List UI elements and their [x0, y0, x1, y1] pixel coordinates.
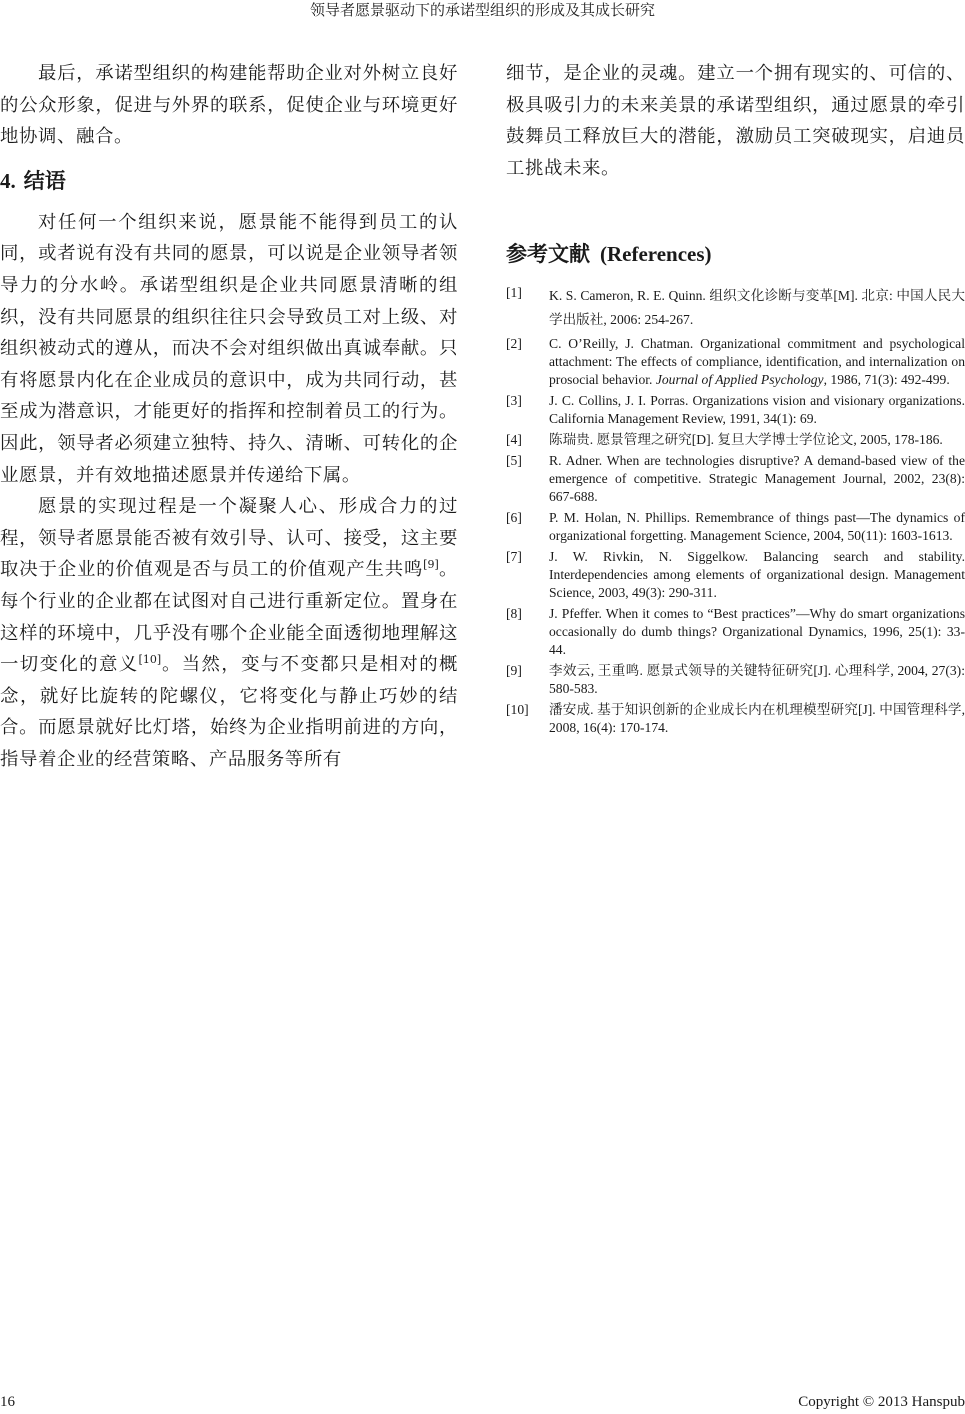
- left-column: [0, 58, 458, 775]
- reference-number: [9]: [506, 663, 522, 679]
- journal-name: Journal of Applied Psychology: [655, 372, 824, 388]
- reference-number: [7]: [506, 549, 522, 565]
- section-title: 结语: [23, 168, 66, 193]
- reference-item: [506, 605, 965, 659]
- reference-text: 李效云, 王重鸣. 愿景式领导的关键特征研究[J]. 心理科学, 2004, 27(3): 580-583.: [549, 663, 965, 697]
- references-heading-en: (References): [600, 242, 712, 267]
- reference-number: [1]: [506, 285, 522, 301]
- reference-list: [506, 284, 965, 737]
- reference-item: [506, 335, 965, 389]
- reference-details: , 1986, 71(3): 492-499.: [823, 372, 950, 388]
- reference-item: [506, 701, 965, 737]
- reference-item: [506, 431, 965, 449]
- reference-text: P. M. Holan, N. Phillips. Remembrance of things past—The dynamics of organizational forgetting. Management Science, 2004, 50(11): 1603-1613.: [549, 510, 965, 544]
- reference-item: [506, 452, 965, 506]
- reference-text: J. C. Collins, J. I. Porras. Organizations vision and visionary organizations. California Management Review, 1991, 34(1): 69.: [549, 393, 965, 427]
- reference-text: J. Pfeffer. When it comes to “Best practices”—Why do smart organizations occasionally do dumb things? Organizational Dynamics, 1996, 25(1): 33-44.: [549, 606, 965, 658]
- citation-link[interactable]: [9]: [423, 558, 439, 572]
- paragraph-text: 愿景的实现过程是一个凝聚人心、形成合力的过程，领导者愿景能否被有效引导、认可、接受，这主要取决于企业的价值观是否与员工的价值观产生共鸣: [0, 496, 458, 581]
- page-number: 16: [0, 1394, 15, 1410]
- reference-item: [506, 662, 965, 698]
- running-header: 领导者愿景驱动下的承诺型组织的形成及其成长研究: [309, 1, 655, 19]
- reference-number: [8]: [506, 606, 522, 622]
- reference-item: [506, 284, 965, 332]
- section-heading: [0, 165, 458, 197]
- body-paragraph: 对任何一个组织来说，愿景能不能得到员工的认同，或者说有没有共同的愿景，可以说是企业领导者领导力的分水岭。承诺型组织是企业共同愿景清晰的组织，没有共同愿景的组织往往只会导致员工对上级、对组织被动式的遵从，而决不会对组织做出真诚奉献。只有将愿景内化在企业成员的意识中，成为共同行动，甚至成为潜意识，才能更好的指挥和控制着员工的行为。因此，领导者必须建立独特、持久、清晰、可转化的企业愿景，并有效地描述愿景并传递给下属。: [0, 211, 458, 486]
- paragraph-text: 。当然，变与不变都只是相对的概念，就好比旋转的陀螺仪，它将变化与静止巧妙的结合。而愿景就好比灯塔，始终为企业指明前进的方向，指导着企业的经营策略、产品服务等所有: [0, 654, 458, 770]
- reference-item: [506, 548, 965, 602]
- right-column: [506, 58, 965, 740]
- reference-number: [3]: [506, 393, 522, 409]
- references-heading-zh: 参考文献: [506, 242, 590, 267]
- reference-text: J. W. Rivkin, N. Siggelkow. Balancing search and stability. Interdependencies among elements of organizational design. Management Science, 2003, 49(3): 290-311.: [549, 549, 965, 601]
- reference-text: 潘安成. 基于知识创新的企业成长内在机理模型研究[J]. 中国管理科学, 2008, 16(4): 170-174.: [549, 702, 965, 736]
- body-paragraph: 细节，是企业的灵魂。建立一个拥有现实的、可信的、极具吸引力的未来美景的承诺型组织，通过愿景的牵引鼓舞员工释放巨大的潜能，激励员工突破现实，启迪员工挑战未来。: [506, 63, 965, 179]
- copyright-notice: Copyright © 2013 Hanspub: [798, 1394, 965, 1410]
- reference-authors-title: C. O’Reilly, J. Chatman. Organizational commitment and psychological attachment: The effects of compliance, identification, and internalization on prosocial behavior.: [549, 336, 965, 388]
- reference-text: [549, 335, 965, 389]
- body-paragraph: [0, 491, 458, 775]
- reference-number: [6]: [506, 510, 522, 526]
- reference-number: [4]: [506, 432, 522, 448]
- references-heading: [506, 238, 965, 270]
- reference-item: [506, 392, 965, 428]
- reference-item: [506, 509, 965, 545]
- reference-text: 陈瑞贵. 愿景管理之研究[D]. 复旦大学博士学位论文, 2005, 178-186.: [549, 432, 943, 448]
- reference-number: [10]: [506, 702, 529, 718]
- reference-text: K. S. Cameron, R. E. Quinn. 组织文化诊断与变革[M]. 北京: 中国人民大学出版社, 2006: 254-267.: [549, 288, 965, 328]
- section-number: 4.: [0, 168, 16, 193]
- paragraph-text: 。每个行业的企业都在试图对自己进行重新定位。置身在这样的环境中，几乎没有哪个企业能全面透彻地理解这一切变化的意义: [0, 559, 459, 676]
- reference-number: [5]: [506, 453, 522, 469]
- reference-text: R. Adner. When are technologies disruptive? A demand-based view of the emergence of competitive. Strategic Management Journal, 2002, 23(8): 667-688.: [549, 453, 965, 505]
- body-paragraph: 最后，承诺型组织的构建能帮助企业对外树立良好的公众形象，促进与外界的联系，促使企业与环境更好地协调、融合。: [0, 63, 458, 148]
- citation-link[interactable]: [10]: [138, 652, 162, 666]
- reference-number: [2]: [506, 336, 522, 352]
